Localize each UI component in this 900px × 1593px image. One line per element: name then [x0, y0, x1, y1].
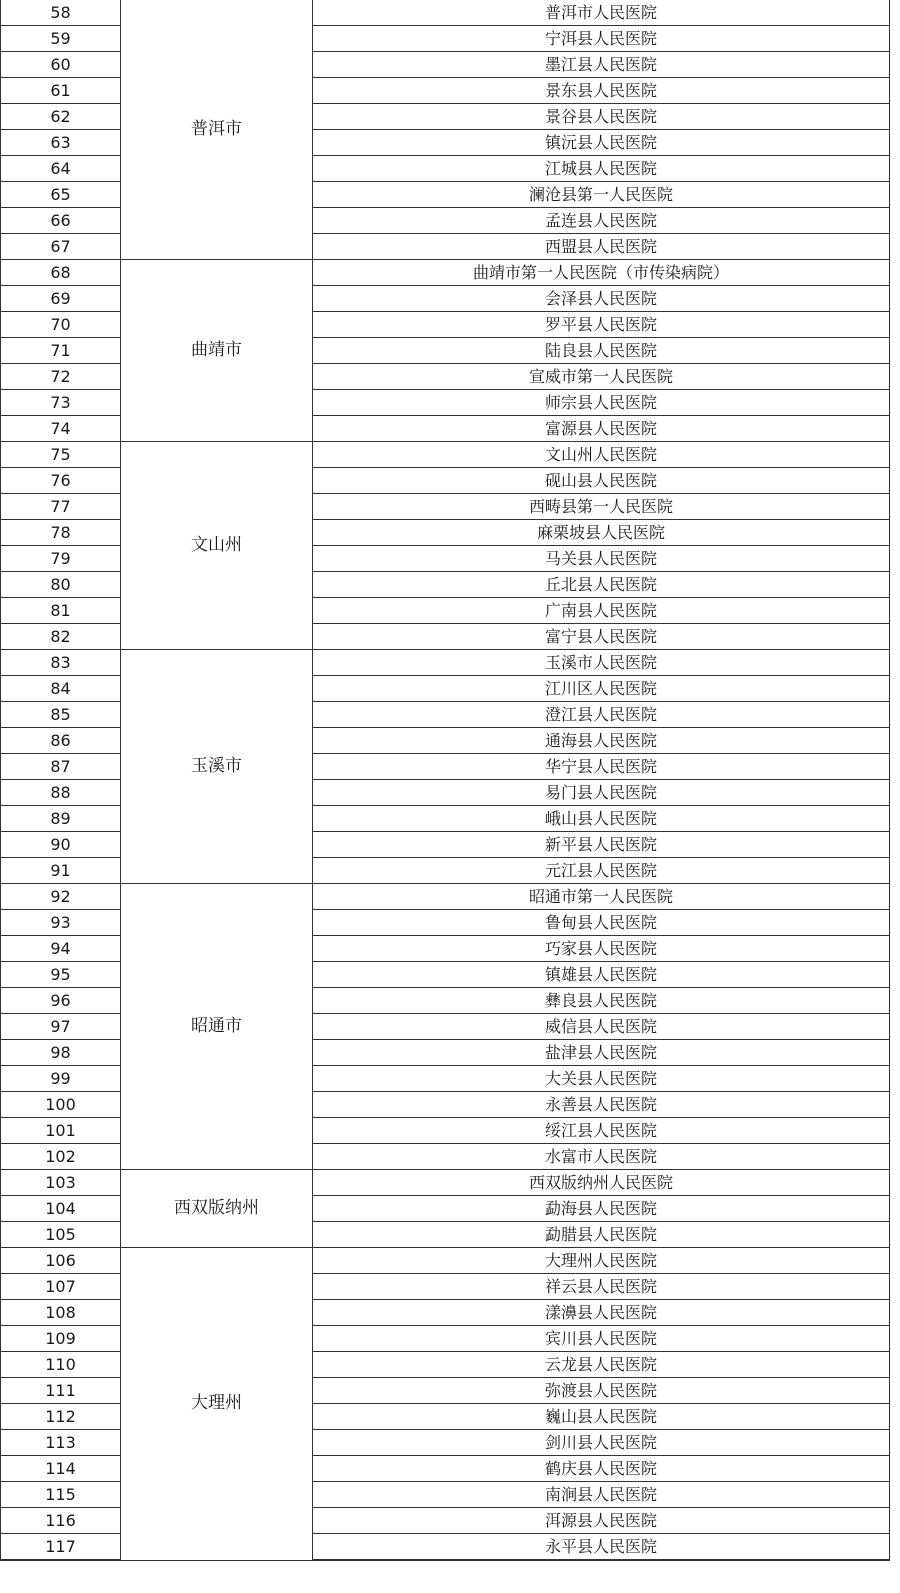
row-number-cell: 89 — [1, 806, 121, 832]
hospital-name-cell: 巍山县人民医院 — [313, 1404, 890, 1430]
hospital-name-cell: 澄江县人民医院 — [313, 702, 890, 728]
region-cell: 玉溪市 — [121, 650, 313, 884]
hospital-name-cell: 绥江县人民医院 — [313, 1118, 890, 1144]
row-number-cell: 106 — [1, 1248, 121, 1274]
table-row — [1, 650, 890, 676]
hospital-name-cell: 易门县人民医院 — [313, 780, 890, 806]
row-number-cell: 84 — [1, 676, 121, 702]
region-cell: 西双版纳州 — [121, 1170, 313, 1248]
row-number-cell: 108 — [1, 1300, 121, 1326]
hospital-name-cell: 丘北县人民医院 — [313, 572, 890, 598]
hospital-name-cell: 永善县人民医院 — [313, 1092, 890, 1118]
hospital-name-cell: 洱源县人民医院 — [313, 1508, 890, 1534]
row-number-cell: 99 — [1, 1066, 121, 1092]
hospital-name-cell: 师宗县人民医院 — [313, 390, 890, 416]
hospital-name-cell: 华宁县人民医院 — [313, 754, 890, 780]
hospital-name-cell: 景谷县人民医院 — [313, 104, 890, 130]
hospital-name-cell: 西双版纳州人民医院 — [313, 1170, 890, 1196]
hospital-name-cell: 孟连县人民医院 — [313, 208, 890, 234]
row-number-cell: 62 — [1, 104, 121, 130]
hospital-name-cell: 砚山县人民医院 — [313, 468, 890, 494]
hospital-name-cell: 鹤庆县人民医院 — [313, 1456, 890, 1482]
row-number-cell: 113 — [1, 1430, 121, 1456]
region-cell: 普洱市 — [121, 0, 313, 260]
row-number-cell: 72 — [1, 364, 121, 390]
hospital-name-cell: 新平县人民医院 — [313, 832, 890, 858]
row-number-cell: 116 — [1, 1508, 121, 1534]
row-number-cell: 58 — [1, 0, 121, 26]
hospital-name-cell: 剑川县人民医院 — [313, 1430, 890, 1456]
row-number-cell: 76 — [1, 468, 121, 494]
row-number-cell: 96 — [1, 988, 121, 1014]
hospital-name-cell: 勐海县人民医院 — [313, 1196, 890, 1222]
row-number-cell: 86 — [1, 728, 121, 754]
hospital-name-cell: 宣威市第一人民医院 — [313, 364, 890, 390]
hospital-name-cell: 墨江县人民医院 — [313, 52, 890, 78]
row-number-cell: 73 — [1, 390, 121, 416]
hospital-table-body — [1, 0, 890, 1560]
row-number-cell: 94 — [1, 936, 121, 962]
row-number-cell: 111 — [1, 1378, 121, 1404]
row-number-cell: 59 — [1, 26, 121, 52]
hospital-name-cell: 威信县人民医院 — [313, 1014, 890, 1040]
row-number-cell: 63 — [1, 130, 121, 156]
row-number-cell: 109 — [1, 1326, 121, 1352]
row-number-cell: 87 — [1, 754, 121, 780]
row-number-cell: 81 — [1, 598, 121, 624]
hospital-name-cell: 曲靖市第一人民医院（市传染病院） — [313, 260, 890, 286]
hospital-name-cell: 昭通市第一人民医院 — [313, 884, 890, 910]
region-cell: 昭通市 — [121, 884, 313, 1170]
hospital-name-cell: 鲁甸县人民医院 — [313, 910, 890, 936]
hospital-name-cell: 宾川县人民医院 — [313, 1326, 890, 1352]
row-number-cell: 75 — [1, 442, 121, 468]
row-number-cell: 103 — [1, 1170, 121, 1196]
row-number-cell: 92 — [1, 884, 121, 910]
hospital-name-cell: 江城县人民医院 — [313, 156, 890, 182]
hospital-name-cell: 普洱市人民医院 — [313, 0, 890, 26]
hospital-name-cell: 勐腊县人民医院 — [313, 1222, 890, 1248]
row-number-cell: 60 — [1, 52, 121, 78]
row-number-cell: 66 — [1, 208, 121, 234]
row-number-cell: 105 — [1, 1222, 121, 1248]
row-number-cell: 69 — [1, 286, 121, 312]
row-number-cell: 100 — [1, 1092, 121, 1118]
row-number-cell: 80 — [1, 572, 121, 598]
region-cell: 文山州 — [121, 442, 313, 650]
hospital-name-cell: 麻栗坡县人民医院 — [313, 520, 890, 546]
row-number-cell: 97 — [1, 1014, 121, 1040]
hospital-name-cell: 南涧县人民医院 — [313, 1482, 890, 1508]
region-cell: 曲靖市 — [121, 260, 313, 442]
row-number-cell: 88 — [1, 780, 121, 806]
hospital-name-cell: 彝良县人民医院 — [313, 988, 890, 1014]
hospital-name-cell: 弥渡县人民医院 — [313, 1378, 890, 1404]
hospital-name-cell: 富源县人民医院 — [313, 416, 890, 442]
hospital-name-cell: 元江县人民医院 — [313, 858, 890, 884]
hospital-name-cell: 通海县人民医院 — [313, 728, 890, 754]
row-number-cell: 64 — [1, 156, 121, 182]
hospital-name-cell: 澜沧县第一人民医院 — [313, 182, 890, 208]
hospital-name-cell: 盐津县人民医院 — [313, 1040, 890, 1066]
hospital-name-cell: 景东县人民医院 — [313, 78, 890, 104]
row-number-cell: 115 — [1, 1482, 121, 1508]
row-number-cell: 110 — [1, 1352, 121, 1378]
row-number-cell: 74 — [1, 416, 121, 442]
row-number-cell: 93 — [1, 910, 121, 936]
hospital-name-cell: 水富市人民医院 — [313, 1144, 890, 1170]
row-number-cell: 102 — [1, 1144, 121, 1170]
hospital-name-cell: 富宁县人民医院 — [313, 624, 890, 650]
row-number-cell: 101 — [1, 1118, 121, 1144]
hospital-name-cell: 大关县人民医院 — [313, 1066, 890, 1092]
row-number-cell: 107 — [1, 1274, 121, 1300]
hospital-name-cell: 宁洱县人民医院 — [313, 26, 890, 52]
row-number-cell: 65 — [1, 182, 121, 208]
hospital-name-cell: 祥云县人民医院 — [313, 1274, 890, 1300]
row-number-cell: 91 — [1, 858, 121, 884]
hospital-name-cell: 罗平县人民医院 — [313, 312, 890, 338]
row-number-cell: 114 — [1, 1456, 121, 1482]
hospital-name-cell: 镇雄县人民医院 — [313, 962, 890, 988]
table-row — [1, 442, 890, 468]
row-number-cell: 67 — [1, 234, 121, 260]
region-cell: 大理州 — [121, 1248, 313, 1561]
hospital-name-cell: 永平县人民医院 — [313, 1534, 890, 1561]
hospital-name-cell: 漾濞县人民医院 — [313, 1300, 890, 1326]
hospital-name-cell: 云龙县人民医院 — [313, 1352, 890, 1378]
hospital-name-cell: 峨山县人民医院 — [313, 806, 890, 832]
row-number-cell: 95 — [1, 962, 121, 988]
hospital-name-cell: 马关县人民医院 — [313, 546, 890, 572]
table-row — [1, 1170, 890, 1196]
hospital-name-cell: 大理州人民医院 — [313, 1248, 890, 1274]
table-row — [1, 260, 890, 286]
row-number-cell: 68 — [1, 260, 121, 286]
row-number-cell: 112 — [1, 1404, 121, 1430]
table-row — [1, 884, 890, 910]
hospital-name-cell: 会泽县人民医院 — [313, 286, 890, 312]
row-number-cell: 90 — [1, 832, 121, 858]
row-number-cell: 79 — [1, 546, 121, 572]
hospital-name-cell: 玉溪市人民医院 — [313, 650, 890, 676]
row-number-cell: 71 — [1, 338, 121, 364]
row-number-cell: 104 — [1, 1196, 121, 1222]
row-number-cell: 98 — [1, 1040, 121, 1066]
row-number-cell: 70 — [1, 312, 121, 338]
row-number-cell: 77 — [1, 494, 121, 520]
hospital-name-cell: 陆良县人民医院 — [313, 338, 890, 364]
hospital-name-cell: 文山州人民医院 — [313, 442, 890, 468]
table-row — [1, 0, 890, 26]
hospital-name-cell: 广南县人民医院 — [313, 598, 890, 624]
row-number-cell: 61 — [1, 78, 121, 104]
hospital-name-cell: 巧家县人民医院 — [313, 936, 890, 962]
hospital-name-cell: 西畴县第一人民医院 — [313, 494, 890, 520]
row-number-cell: 82 — [1, 624, 121, 650]
hospital-name-cell: 江川区人民医院 — [313, 676, 890, 702]
row-number-cell: 85 — [1, 702, 121, 728]
row-number-cell: 78 — [1, 520, 121, 546]
row-number-cell: 117 — [1, 1534, 121, 1561]
table-row — [1, 1248, 890, 1274]
hospital-name-cell: 镇沅县人民医院 — [313, 130, 890, 156]
hospital-name-cell: 西盟县人民医院 — [313, 234, 890, 260]
row-number-cell: 83 — [1, 650, 121, 676]
